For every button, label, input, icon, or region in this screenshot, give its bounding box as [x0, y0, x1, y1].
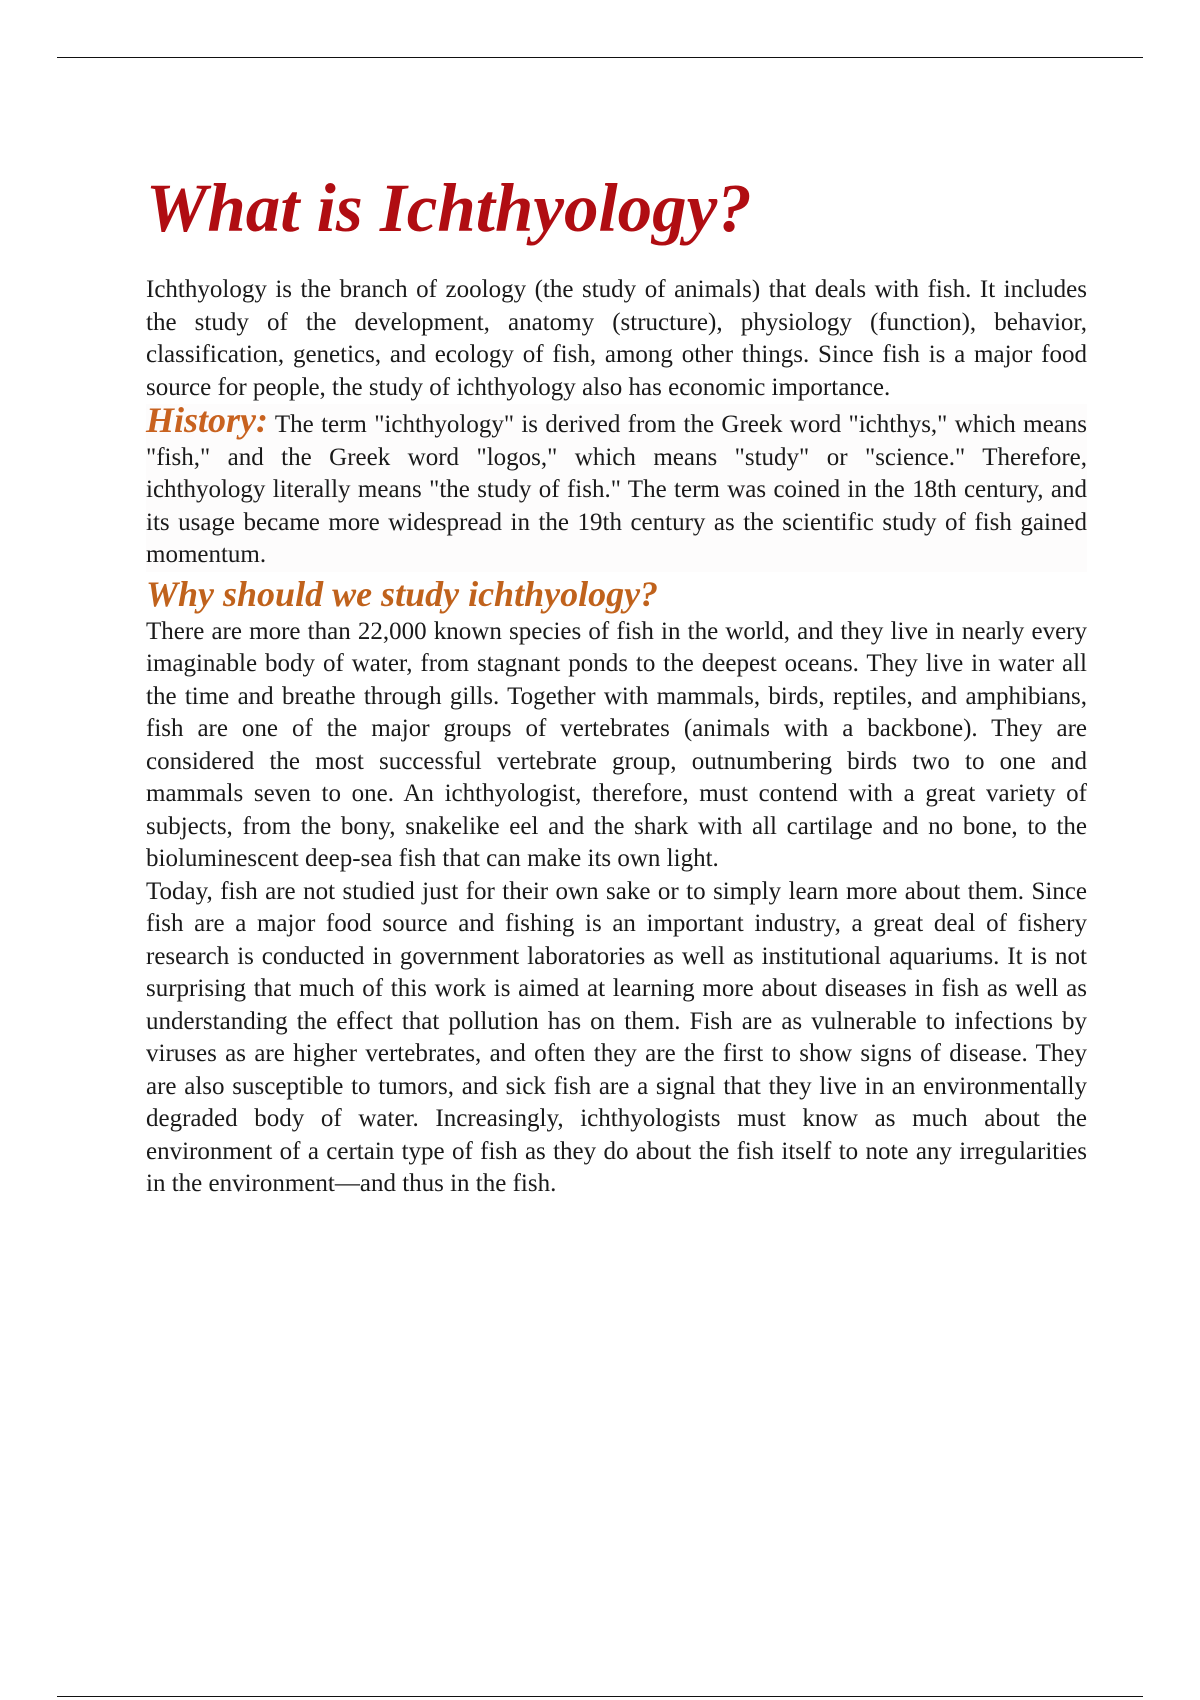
bottom-rule: [57, 1696, 1143, 1697]
top-rule: [57, 57, 1143, 58]
history-paragraph: [146, 400, 1087, 572]
history-text: The term "ichthyology" is derived from the Greek word "ichthys," which means "fish," and the Greek word "logos," which means "study" or "science." Therefore, ichthyology literally means "the study of fish." The term was coined in the 18th century, and its usage became more widespread in the 19th century as the scientific study of fish gained momentum.: [146, 411, 1087, 568]
document-body: [146, 168, 1087, 1201]
species-paragraph: There are more than 22,000 known species of fish in the world, and they live in nearly every imaginable body of water, from stagnant ponds to the deepest oceans. They live in water all the time and breathe through gills. Together with mammals, birds, reptiles, and amphibians, fish are one of the major groups of vertebrates (animals with a backbone). They are considered the most successful vertebrate group, outnumbering birds two to one and mammals seven to one. An ichthyologist, therefore, must contend with a great variety of subjects, from the bony, snakelike eel and the shark with all cartilage and no bone, to the bioluminescent deep-sea fish that can make its own light.: [146, 617, 1087, 872]
history-label: History:: [146, 400, 268, 440]
intro-paragraph: Ichthyology is the branch of zoology (the study of animals) that deals with fish. It includes the study of the development, anatomy (structure), physiology (function), behavior, classification, genetics, and ecology of fish, among other things. Since fish is a major food source for people, the study of ichthyology also has economic importance.: [146, 276, 1087, 401]
section-heading: Why should we study ichthyology?: [146, 573, 659, 614]
research-paragraph: Today, fish are not studied just for their own sake or to simply learn more about them. Since fish are a major food source and fishing is an important industry, a great deal of fishery research is conducted in government laboratories as well as institutional aquariums. It is not surprising that much of this work is aimed at learning more about diseases in fish as well as understanding the effect that pollution has on them. Fish are as vulnerable to infections by viruses as are higher vertebrates, and often they are the first to show signs of disease. They are also susceptible to tumors, and sick fish are a signal that they live in an environmentally degraded body of water. Increasingly, ichthyologists must know as much about the environment of a certain type of fish as they do about the fish itself to note any irregularities in the environment—and thus in the fish.: [146, 877, 1087, 1197]
page-title: What is Ichthyology?: [146, 170, 752, 246]
